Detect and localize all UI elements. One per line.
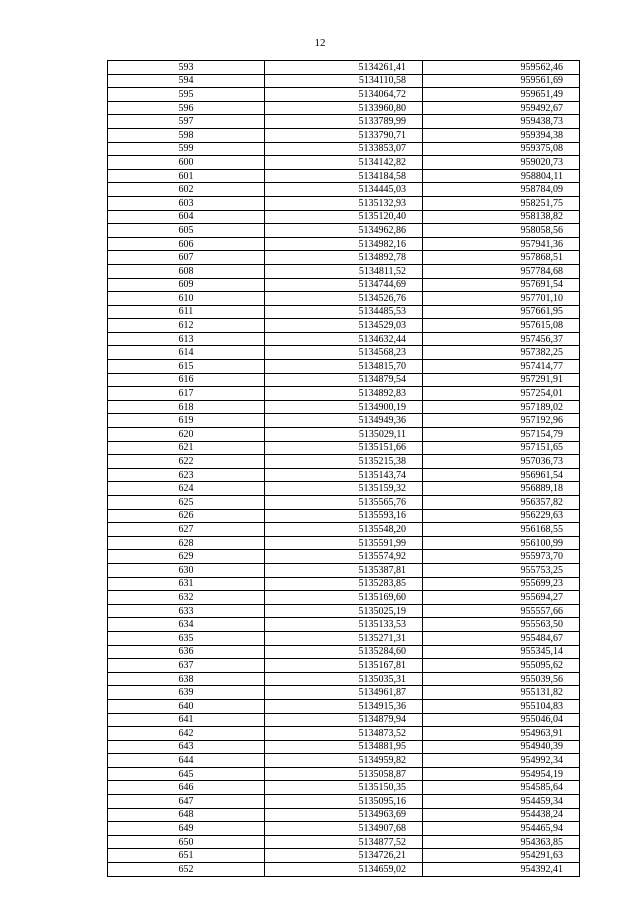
- y-coordinate-cell: 956168,55: [423, 523, 580, 537]
- x-coordinate-cell: 5135283,85: [265, 577, 423, 591]
- point-number-cell: 613: [108, 332, 265, 346]
- point-number-cell: 651: [108, 849, 265, 863]
- y-coordinate-cell: 954954,19: [423, 767, 580, 781]
- coordinates-table: [107, 60, 580, 877]
- point-number-cell: 619: [108, 414, 265, 428]
- point-number-cell: 597: [108, 115, 265, 129]
- point-number-cell: 627: [108, 523, 265, 537]
- y-coordinate-cell: 954963,91: [423, 727, 580, 741]
- x-coordinate-cell: 5134811,52: [265, 264, 423, 278]
- table-row: [108, 183, 580, 197]
- y-coordinate-cell: 956357,82: [423, 496, 580, 510]
- x-coordinate-cell: 5135159,32: [265, 482, 423, 496]
- x-coordinate-cell: 5135167,81: [265, 659, 423, 673]
- table-row: [108, 115, 580, 129]
- y-coordinate-cell: 955131,82: [423, 686, 580, 700]
- point-number-cell: 637: [108, 659, 265, 673]
- point-number-cell: 606: [108, 237, 265, 251]
- table-row: [108, 400, 580, 414]
- point-number-cell: 617: [108, 387, 265, 401]
- x-coordinate-cell: 5134744,69: [265, 278, 423, 292]
- y-coordinate-cell: 955039,56: [423, 672, 580, 686]
- x-coordinate-cell: 5135133,53: [265, 618, 423, 632]
- x-coordinate-cell: 5134529,03: [265, 319, 423, 333]
- table-row: [108, 428, 580, 442]
- table-row: [108, 319, 580, 333]
- y-coordinate-cell: 955973,70: [423, 550, 580, 564]
- table-row: [108, 278, 580, 292]
- y-coordinate-cell: 955095,62: [423, 659, 580, 673]
- table-row: [108, 468, 580, 482]
- x-coordinate-cell: 5134526,76: [265, 292, 423, 306]
- point-number-cell: 616: [108, 373, 265, 387]
- table-row: [108, 727, 580, 741]
- x-coordinate-cell: 5133853,07: [265, 142, 423, 156]
- table-row: [108, 699, 580, 713]
- point-number-cell: 629: [108, 550, 265, 564]
- x-coordinate-cell: 5134892,78: [265, 251, 423, 265]
- x-coordinate-cell: 5134110,58: [265, 74, 423, 88]
- coordinates-table-body: [108, 61, 580, 877]
- table-row: [108, 536, 580, 550]
- table-row: [108, 550, 580, 564]
- page-number: 12: [314, 37, 326, 49]
- table-row: [108, 835, 580, 849]
- table-row: [108, 61, 580, 75]
- point-number-cell: 623: [108, 468, 265, 482]
- y-coordinate-cell: 959375,08: [423, 142, 580, 156]
- point-number-cell: 642: [108, 727, 265, 741]
- x-coordinate-cell: 5134659,02: [265, 863, 423, 877]
- point-number-cell: 621: [108, 441, 265, 455]
- y-coordinate-cell: 958138,82: [423, 210, 580, 224]
- point-number-cell: 639: [108, 686, 265, 700]
- y-coordinate-cell: 954465,94: [423, 822, 580, 836]
- point-number-cell: 605: [108, 224, 265, 238]
- x-coordinate-cell: 5135271,31: [265, 631, 423, 645]
- table-row: [108, 523, 580, 537]
- table-row: [108, 591, 580, 605]
- x-coordinate-cell: 5135565,76: [265, 496, 423, 510]
- point-number-cell: 635: [108, 631, 265, 645]
- point-number-cell: 618: [108, 400, 265, 414]
- point-number-cell: 593: [108, 61, 265, 75]
- table-row: [108, 659, 580, 673]
- y-coordinate-cell: 959394,38: [423, 128, 580, 142]
- point-number-cell: 620: [108, 428, 265, 442]
- x-coordinate-cell: 5135548,20: [265, 523, 423, 537]
- point-number-cell: 631: [108, 577, 265, 591]
- x-coordinate-cell: 5134445,03: [265, 183, 423, 197]
- point-number-cell: 609: [108, 278, 265, 292]
- x-coordinate-cell: 5135593,16: [265, 509, 423, 523]
- x-coordinate-cell: 5135150,35: [265, 781, 423, 795]
- x-coordinate-cell: 5134632,44: [265, 332, 423, 346]
- point-number-cell: 641: [108, 713, 265, 727]
- y-coordinate-cell: 957615,08: [423, 319, 580, 333]
- table-row: [108, 101, 580, 115]
- point-number-cell: 638: [108, 672, 265, 686]
- y-coordinate-cell: 956229,63: [423, 509, 580, 523]
- point-number-cell: 604: [108, 210, 265, 224]
- y-coordinate-cell: 957868,51: [423, 251, 580, 265]
- x-coordinate-cell: 5134064,72: [265, 88, 423, 102]
- x-coordinate-cell: 5134877,52: [265, 835, 423, 849]
- y-coordinate-cell: 955557,66: [423, 604, 580, 618]
- table-row: [108, 672, 580, 686]
- table-row: [108, 332, 580, 346]
- table-row: [108, 863, 580, 877]
- point-number-cell: 626: [108, 509, 265, 523]
- point-number-cell: 648: [108, 808, 265, 822]
- point-number-cell: 607: [108, 251, 265, 265]
- table-row: [108, 754, 580, 768]
- table-row: [108, 781, 580, 795]
- y-coordinate-cell: 957189,02: [423, 400, 580, 414]
- x-coordinate-cell: 5134142,82: [265, 156, 423, 170]
- y-coordinate-cell: 955563,50: [423, 618, 580, 632]
- table-row: [108, 292, 580, 306]
- y-coordinate-cell: 959651,49: [423, 88, 580, 102]
- table-row: [108, 387, 580, 401]
- x-coordinate-cell: 5134962,86: [265, 224, 423, 238]
- y-coordinate-cell: 958251,75: [423, 196, 580, 210]
- x-coordinate-cell: 5134485,53: [265, 305, 423, 319]
- point-number-cell: 649: [108, 822, 265, 836]
- y-coordinate-cell: 959561,69: [423, 74, 580, 88]
- y-coordinate-cell: 958784,09: [423, 183, 580, 197]
- y-coordinate-cell: 955345,14: [423, 645, 580, 659]
- y-coordinate-cell: 954291,63: [423, 849, 580, 863]
- y-coordinate-cell: 957784,68: [423, 264, 580, 278]
- point-number-cell: 628: [108, 536, 265, 550]
- table-row: [108, 346, 580, 360]
- y-coordinate-cell: 957036,73: [423, 455, 580, 469]
- x-coordinate-cell: 5134881,95: [265, 740, 423, 754]
- y-coordinate-cell: 957414,77: [423, 360, 580, 374]
- point-number-cell: 636: [108, 645, 265, 659]
- point-number-cell: 624: [108, 482, 265, 496]
- x-coordinate-cell: 5134949,36: [265, 414, 423, 428]
- x-coordinate-cell: 5133790,71: [265, 128, 423, 142]
- point-number-cell: 625: [108, 496, 265, 510]
- point-number-cell: 643: [108, 740, 265, 754]
- y-coordinate-cell: 957254,01: [423, 387, 580, 401]
- x-coordinate-cell: 5135029,11: [265, 428, 423, 442]
- point-number-cell: 599: [108, 142, 265, 156]
- y-coordinate-cell: 954363,85: [423, 835, 580, 849]
- x-coordinate-cell: 5134568,23: [265, 346, 423, 360]
- table-row: [108, 604, 580, 618]
- y-coordinate-cell: 957456,37: [423, 332, 580, 346]
- table-row: [108, 849, 580, 863]
- x-coordinate-cell: 5134961,87: [265, 686, 423, 700]
- x-coordinate-cell: 5134815,70: [265, 360, 423, 374]
- table-row: [108, 264, 580, 278]
- table-row: [108, 88, 580, 102]
- point-number-cell: 644: [108, 754, 265, 768]
- point-number-cell: 612: [108, 319, 265, 333]
- table-row: [108, 373, 580, 387]
- point-number-cell: 595: [108, 88, 265, 102]
- x-coordinate-cell: 5134963,69: [265, 808, 423, 822]
- y-coordinate-cell: 954585,64: [423, 781, 580, 795]
- table-row: [108, 305, 580, 319]
- point-number-cell: 633: [108, 604, 265, 618]
- y-coordinate-cell: 959020,73: [423, 156, 580, 170]
- table-row: [108, 740, 580, 754]
- point-number-cell: 603: [108, 196, 265, 210]
- point-number-cell: 600: [108, 156, 265, 170]
- y-coordinate-cell: 957151,65: [423, 441, 580, 455]
- point-number-cell: 598: [108, 128, 265, 142]
- x-coordinate-cell: 5134907,68: [265, 822, 423, 836]
- point-number-cell: 630: [108, 563, 265, 577]
- table-row: [108, 210, 580, 224]
- y-coordinate-cell: 957291,91: [423, 373, 580, 387]
- x-coordinate-cell: 5133789,99: [265, 115, 423, 129]
- x-coordinate-cell: 5134915,36: [265, 699, 423, 713]
- x-coordinate-cell: 5135591,99: [265, 536, 423, 550]
- point-number-cell: 632: [108, 591, 265, 605]
- table-row: [108, 618, 580, 632]
- y-coordinate-cell: 955104,83: [423, 699, 580, 713]
- point-number-cell: 652: [178, 863, 194, 875]
- table-row: [108, 795, 580, 809]
- x-coordinate-cell: 5135284,60: [265, 645, 423, 659]
- table-row: [108, 196, 580, 210]
- table-row: [108, 251, 580, 265]
- y-coordinate-cell: 959492,67: [423, 101, 580, 115]
- point-number-cell: 614: [108, 346, 265, 360]
- y-coordinate-cell: 955699,23: [423, 577, 580, 591]
- y-coordinate-cell: 954940,39: [423, 740, 580, 754]
- y-coordinate-cell: 956961,54: [423, 468, 580, 482]
- point-number-cell: 645: [108, 767, 265, 781]
- table-row: [108, 482, 580, 496]
- table-row: [108, 645, 580, 659]
- table-row: [108, 577, 580, 591]
- point-number-cell: 640: [108, 699, 265, 713]
- y-coordinate-cell: 957382,25: [423, 346, 580, 360]
- x-coordinate-cell: 5134726,21: [265, 849, 423, 863]
- x-coordinate-cell: 5134892,83: [265, 387, 423, 401]
- x-coordinate-cell: 5133960,80: [265, 101, 423, 115]
- table-row: [108, 496, 580, 510]
- x-coordinate-cell: 5135025,19: [265, 604, 423, 618]
- y-coordinate-cell: 955484,67: [423, 631, 580, 645]
- point-number-cell: 634: [108, 618, 265, 632]
- x-coordinate-cell: 5134261,41: [265, 61, 423, 75]
- point-number-cell: 594: [108, 74, 265, 88]
- x-coordinate-cell: 5135387,81: [265, 563, 423, 577]
- x-coordinate-cell: 5134879,94: [265, 713, 423, 727]
- y-coordinate-cell: 957154,79: [423, 428, 580, 442]
- y-coordinate-cell: 957661,95: [423, 305, 580, 319]
- x-coordinate-cell: 5135574,92: [265, 550, 423, 564]
- table-row: [108, 441, 580, 455]
- table-row: [108, 224, 580, 238]
- y-coordinate-cell: 954438,24: [423, 808, 580, 822]
- table-row: [108, 414, 580, 428]
- table-row: [108, 156, 580, 170]
- x-coordinate-cell: 5135132,93: [265, 196, 423, 210]
- point-number-cell: 610: [108, 292, 265, 306]
- y-coordinate-cell: 955694,27: [423, 591, 580, 605]
- x-coordinate-cell: 5135215,38: [265, 455, 423, 469]
- point-number-cell: 611: [108, 305, 265, 319]
- table-row: [108, 822, 580, 836]
- x-coordinate-cell: 5134900,19: [265, 400, 423, 414]
- x-coordinate-cell: 5134982,16: [265, 237, 423, 251]
- table-row: [108, 767, 580, 781]
- point-number-cell: 647: [108, 795, 265, 809]
- y-coordinate-cell: 957941,36: [423, 237, 580, 251]
- table-row: [108, 631, 580, 645]
- table-row: [108, 360, 580, 374]
- point-number-cell: 622: [108, 455, 265, 469]
- table-row: [108, 808, 580, 822]
- x-coordinate-cell: 5134873,52: [265, 727, 423, 741]
- table-row: [108, 713, 580, 727]
- table-row: [108, 686, 580, 700]
- y-coordinate-cell: 957701,10: [423, 292, 580, 306]
- table-row: [108, 455, 580, 469]
- x-coordinate-cell: 5135120,40: [265, 210, 423, 224]
- x-coordinate-cell: 5135035,31: [265, 672, 423, 686]
- x-coordinate-cell: 5134184,58: [265, 169, 423, 183]
- table-row: [108, 509, 580, 523]
- table-row: [108, 563, 580, 577]
- table-row: [108, 142, 580, 156]
- y-coordinate-cell: 954992,34: [423, 754, 580, 768]
- y-coordinate-cell: 959438,73: [423, 115, 580, 129]
- y-coordinate-cell: 955046,04: [423, 713, 580, 727]
- x-coordinate-cell: 5135095,16: [265, 795, 423, 809]
- x-coordinate-cell: 5135143,74: [265, 468, 423, 482]
- table-row: [108, 74, 580, 88]
- y-coordinate-cell: 957192,96: [423, 414, 580, 428]
- y-coordinate-cell: 954392,41: [423, 863, 580, 877]
- x-coordinate-cell: 5135169,60: [265, 591, 423, 605]
- x-coordinate-cell: 5134959,82: [265, 754, 423, 768]
- table-row: [108, 169, 580, 183]
- y-coordinate-cell: 957691,54: [423, 278, 580, 292]
- x-coordinate-cell: 5134879,54: [265, 373, 423, 387]
- table-row: [108, 128, 580, 142]
- point-number-cell: 601: [108, 169, 265, 183]
- table-row: [108, 237, 580, 251]
- point-number-cell: 602: [108, 183, 265, 197]
- point-number-cell: 608: [108, 264, 265, 278]
- point-number-cell: 615: [108, 360, 265, 374]
- y-coordinate-cell: 956100,99: [423, 536, 580, 550]
- point-number-cell: 596: [108, 101, 265, 115]
- x-coordinate-cell: 5135151,66: [265, 441, 423, 455]
- y-coordinate-cell: 954459,34: [423, 795, 580, 809]
- y-coordinate-cell: 956889,18: [423, 482, 580, 496]
- point-number-cell: 646: [108, 781, 265, 795]
- y-coordinate-cell: 955753,25: [423, 563, 580, 577]
- x-coordinate-cell: 5135058,87: [265, 767, 423, 781]
- y-coordinate-cell: 958804,11: [423, 169, 580, 183]
- y-coordinate-cell: 958058,56: [423, 224, 580, 238]
- y-coordinate-cell: 959562,46: [423, 61, 580, 75]
- point-number-cell: 650: [108, 835, 265, 849]
